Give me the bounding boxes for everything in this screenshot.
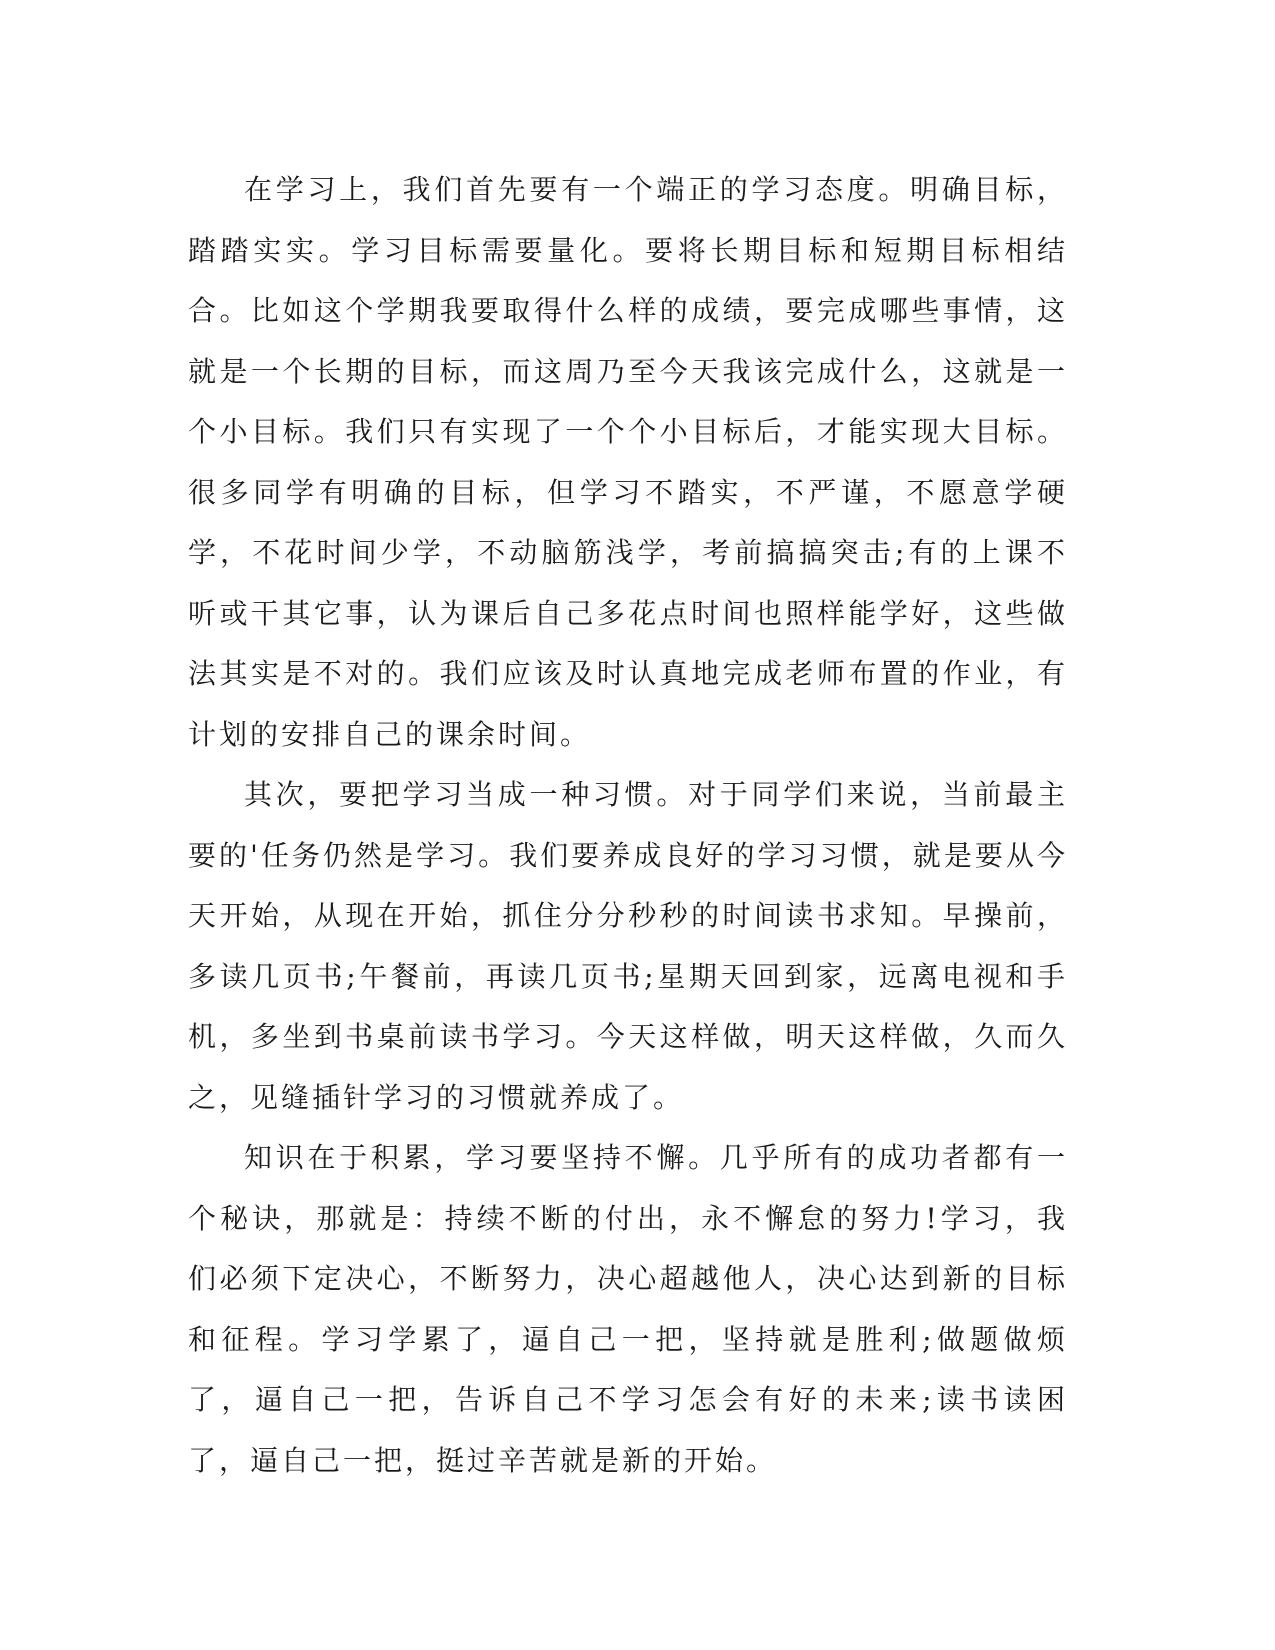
paragraph-study-habit: 其次，要把学习当成一种习惯。对于同学们来说，当前最主要的'任务仍然是学习。我们要养成良好的学习习惯，就是要从今天开始，从现在开始，抓住分分秒秒的时间读书求知。早操前，多读几页书;午餐前，再读几页书;星期天回到家，远离电视和手机，多坐到书桌前读书学习。今天这样做，明天这样做，久而久之，见缝插针学习的习惯就养成了。 [188,778,1068,1114]
paragraph-perseverance: 知识在于积累，学习要坚持不懈。几乎所有的成功者都有一个秘诀，那就是：持续不断的付出，永不懈怠的努力!学习，我们必须下定决心，不断努力，决心超越他人，决心达到新的目标和征程。学习学累了，逼自己一把，坚持就是胜利;做题做烦了，逼自己一把，告诉自己不学习怎会有好的未来;读书读困了，逼自己一把，挺过辛苦就是新的开始。 [188,1141,1068,1477]
paragraph-study-attitude: 在学习上，我们首先要有一个端正的学习态度。明确目标，踏踏实实。学习目标需要量化。要将长期目标和短期目标相结合。比如这个学期我要取得什么样的成绩，要完成哪些事情，这就是一个长期的目标，而这周乃至今天我该完成什么，这就是一个小目标。我们只有实现了一个个小目标后，才能实现大目标。很多同学有明确的目标，但学习不踏实，不严谨，不愿意学硬学，不花时间少学，不动脑筋浅学，考前搞搞突击;有的上课不听或干其它事，认为课后自己多花点时间也照样能学好，这些做法其实是不对的。我们应该及时认真地完成老师布置的作业，有计划的安排自己的课余时间。 [188,173,1068,751]
document-body [188,160,1068,1491]
